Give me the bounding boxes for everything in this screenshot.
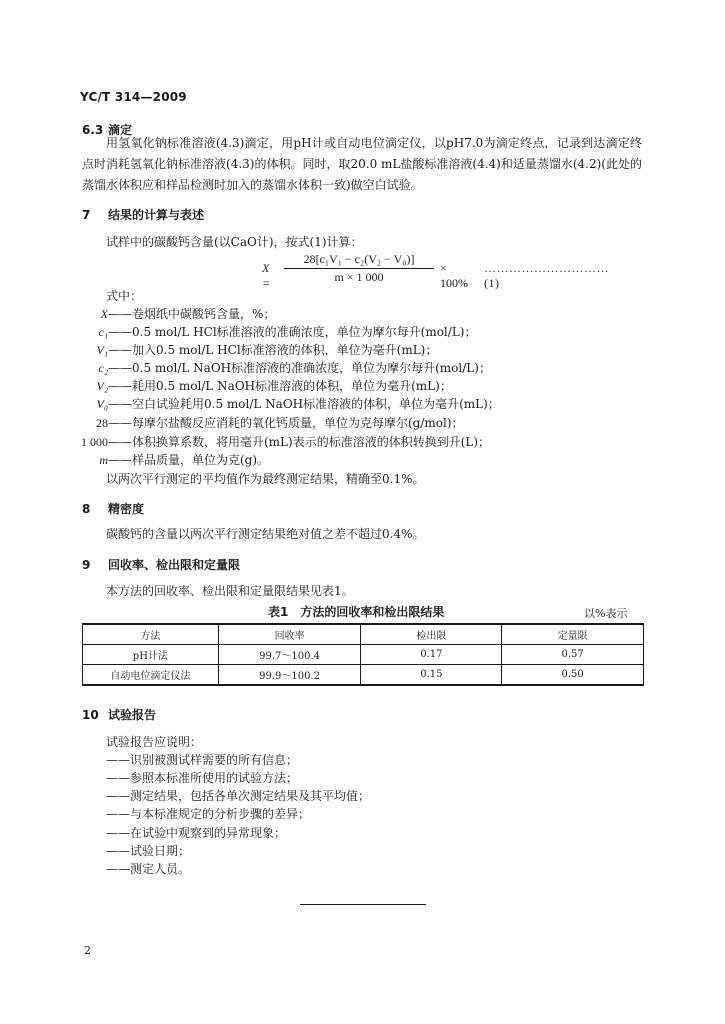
results-table [82,623,644,686]
where-label: 式中： [106,289,143,303]
report-item: ——测定结果，包括各单次测定结果及其平均值； [106,789,371,803]
page-number: 2 [84,944,91,957]
def-symbol: V₁ [96,343,108,357]
report-intro: 试验报告应说明： [106,735,203,749]
section-title: 滴定 [108,123,133,137]
definition-row [82,341,437,358]
definition-row [82,451,269,468]
def-symbol: c₁ [98,325,108,339]
report-item: ——参照本标准所使用的试验方法； [106,771,299,785]
table-header-cell: 回收率 [218,624,361,645]
report-item: ——与本标准规定的分析步骤的差异； [106,807,311,821]
table-unit-note: 以%表示 [584,607,628,620]
def-text: ——体积换算系数，将用毫升(mL)表示的标准溶液的体积转换到升(L)； [108,435,491,449]
def-text: ——0.5 mol/L NaOH标准溶液的准确浓度，单位为摩尔每升(mol/L)； [108,361,491,375]
table-cell: 0.15 [361,665,502,686]
section-number: 6.3 [82,123,104,137]
table-cell: 0.50 [502,665,644,686]
definition-row [82,323,476,340]
table-header-cell: 方法 [83,624,219,645]
section-6-3-paragraph: 用氢氧化钠标准溶液(4.3)滴定，用pH计或自动电位滴定仪，以pH7.0为滴定终点，记录到达滴定终点时消耗氢氧化钠标准溶液(4.3)的体积。同时，取20.0 mL盐酸标准溶液(4.4)和适量蒸馏水(4.2)(此处的蒸馏水体积应和样品检测时加入的蒸馏水体积一致)做空白试验。 [82,136,642,192]
section-7-heading [82,206,204,223]
def-symbol: 28 [96,416,108,430]
table-cell: 99.9～100.2 [218,665,361,686]
report-item: ——测定人员。 [106,862,191,876]
definition-row [82,377,452,394]
section-9-heading [82,556,240,573]
section-title: 回收率、检出限和定量限 [108,558,241,572]
def-text: ——0.5 mol/L HCl标准溶液的准确浓度，单位为摩尔每升(mol/L)； [108,325,477,339]
report-item: ——在试验中观察到的异常现象； [106,826,287,840]
table-cell: pH计法 [83,645,219,665]
definition-row [66,433,490,450]
table-row [83,665,644,686]
end-of-document-rule [300,904,426,905]
formula-fraction [284,252,434,285]
def-symbol: V₂ [96,379,108,393]
table-cell: 0.57 [502,645,644,665]
formula-numerator: 28[c₁V₁ − c₂(V₂ − V₀)] [284,252,434,269]
def-text: ——卷烟纸中碳酸钙含量，%； [108,307,276,321]
section-number: 9 [82,558,91,572]
table-row [83,645,644,665]
def-text: ——每摩尔盐酸反应消耗的氧化钙质量，单位为克每摩尔(g/mol)； [108,416,464,430]
section-number: 8 [82,502,91,516]
section-title: 结果的计算与表述 [108,208,205,222]
formula-lhs: X = [262,261,271,290]
table-header-cell: 定量限 [502,624,644,645]
def-symbol: c₂ [98,361,108,375]
report-item: ——识别被测试样需要的所有信息； [106,753,299,767]
section-9-paragraph: 本方法的回收率、检出限和定量限结果见表1。 [106,584,354,598]
table-cell: 0.17 [361,645,502,665]
table-caption: 表1 方法的回收率和检出限结果 [268,605,445,619]
def-text: ——耗用0.5 mol/L NaOH标准溶液的体积，单位为毫升(mL)； [108,379,452,393]
standard-code-header: YC/T 314—2009 [80,90,187,104]
table-cell: 99.7～100.4 [218,645,361,665]
def-text: ——样品质量，单位为克(g)。 [108,453,270,467]
formula-suffix: × 100% [440,261,468,290]
section-title: 试验报告 [108,708,157,722]
section-number: 7 [82,208,91,222]
def-symbol: V₀ [96,397,108,411]
result-precision-note: 以两次平行测定的平均值作为最终测定结果，精确至0.1%。 [106,472,425,486]
section-title: 精密度 [108,502,145,516]
table-header-cell: 检出限 [361,624,502,645]
definition-row [82,359,491,376]
definition-row [82,414,464,431]
formula-denominator: m × 1 000 [334,270,384,284]
section-8-heading [82,500,144,517]
report-item: ——试验日期； [106,844,191,858]
section-8-paragraph: 碳酸钙的含量以两次平行测定结果绝对值之差不超过0.4%。 [106,527,425,541]
section-number: 10 [82,708,99,722]
def-text: ——加入0.5 mol/L HCl标准溶液的体积，单位为毫升(mL)； [108,343,438,357]
def-symbol: X [100,307,108,321]
equation-number: …………………………(1) [484,261,609,290]
definition-row [82,395,500,412]
def-symbol: 1 000 [81,435,108,449]
calc-intro: 试样中的碳酸钙含量(以CaO计)，按式(1)计算： [106,235,363,249]
table-header-row [83,624,644,645]
table-cell: 自动电位滴定仪法 [83,665,219,686]
section-10-heading [82,706,156,723]
def-text: ——空白试验耗用0.5 mol/L NaOH标准溶液的体积，单位为毫升(mL)； [108,397,500,411]
definition-row [82,305,275,322]
def-symbol: m [99,453,108,467]
